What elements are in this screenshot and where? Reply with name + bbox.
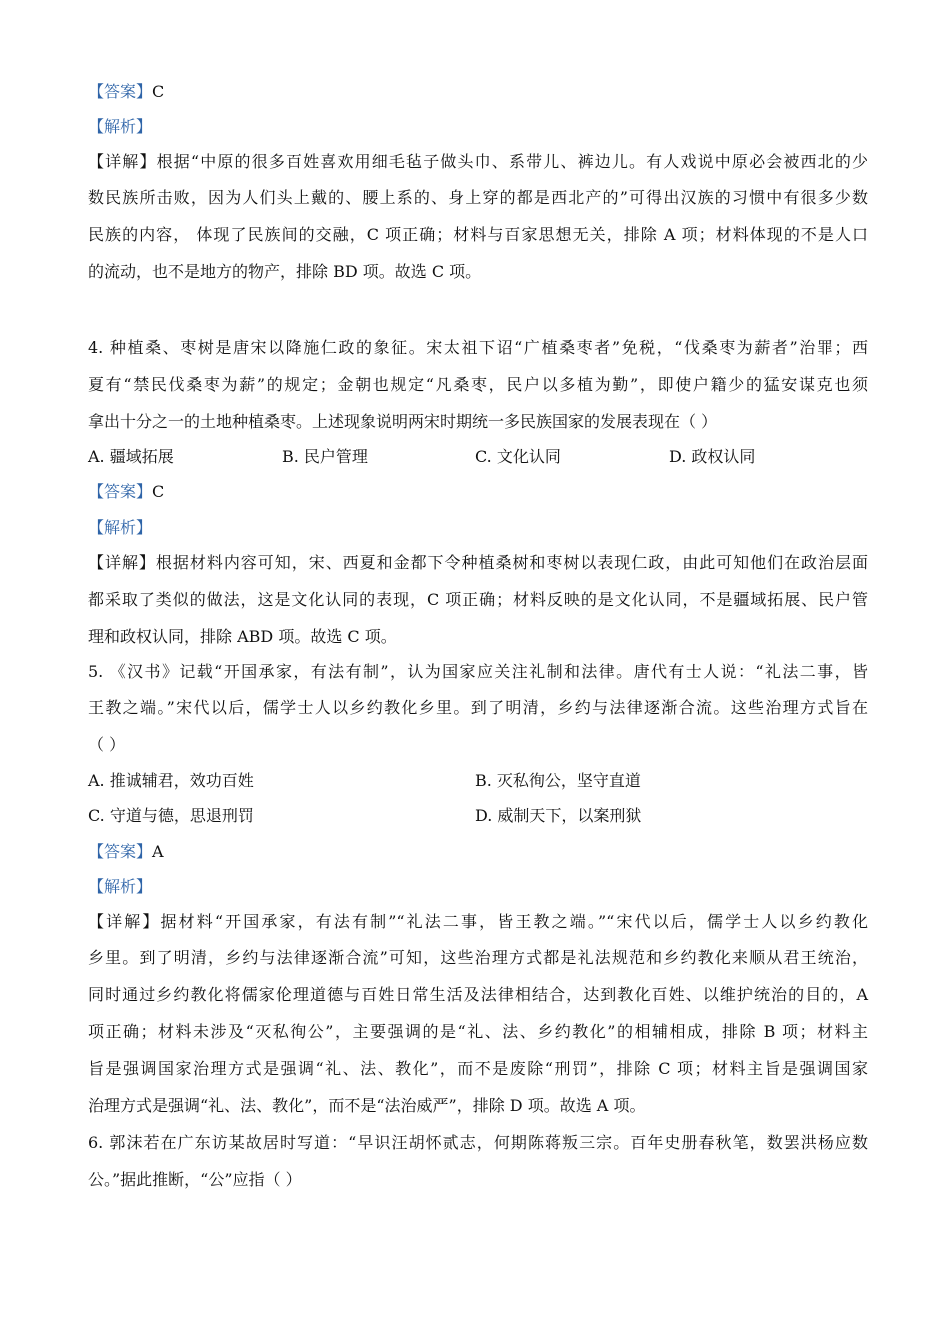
detail-label: 【详解】 — [88, 553, 156, 572]
detail-line: 乡里。到了明清，乡约与法律逐渐合流”可知，这些治理方式都是礼法规范和乡约教化来顺从君王统治， — [88, 948, 868, 967]
detail-line: 理和政权认同，排除 ABD 项。故选 C 项。 — [88, 627, 397, 646]
option-c: C. 文化认同 — [475, 447, 561, 466]
detail-line: 治理方式是强调“礼、法、教化”，而不是“法治威严”，排除 D 项。故选 A 项。 — [88, 1096, 646, 1115]
answer-line — [88, 82, 868, 102]
option-d: D. 政权认同 — [669, 447, 756, 466]
option-d: D. 威制天下，以案刑狱 — [475, 806, 642, 825]
analysis-label: 【解析】 — [88, 877, 153, 896]
answer-label: 【答案】 — [88, 82, 153, 101]
detail-line: 【详解】根据“中原的很多百姓喜欢用细毛毡子做头巾、系带儿、裤边儿。有人戏说中原必会被西北的少 — [88, 152, 868, 171]
option-a: A. 推诚辅君，效功百姓 — [88, 771, 254, 790]
detail-line: 【详解】根据材料内容可知，宋、西夏和金都下令种植桑树和枣树以表现仁政，由此可知他们在政治层面 — [88, 553, 868, 572]
detail-label: 【详解】 — [88, 152, 157, 171]
question-stem: 4. 种植桑、枣树是唐宋以降施仁政的象征。宋太祖下诏“广植桑枣者”免税，“伐桑枣为薪者”治罪；西 — [88, 338, 868, 357]
option-b: B. 民户管理 — [282, 447, 368, 466]
analysis-label: 【解析】 — [88, 518, 153, 537]
answer-label: 【答案】 — [88, 482, 153, 501]
detail-line: 旨是强调国家治理方式是强调“礼、法、教化”，而不是废除“刑罚”，排除 C 项；材料主旨是强调国家 — [88, 1059, 868, 1078]
question-stem: 6. 郭沫若在广东访某故居时写道：“早识汪胡怀贰志，何期陈蒋叛三宗。百年史册春秋笔，数罢洪杨应数 — [88, 1133, 868, 1152]
detail-line: 同时通过乡约教化将儒家伦理道德与百姓日常生活及法律相结合，达到教化百姓、以维护统治的目的，A — [88, 985, 868, 1004]
detail-line: 数民族所击败，因为人们头上戴的、腰上系的、身上穿的都是西北产的”可得出汉族的习惯中有很多少数 — [88, 188, 868, 207]
detail-line: 的流动，也不是地方的物产，排除 BD 项。故选 C 项。 — [88, 262, 482, 281]
answer-line — [88, 842, 868, 862]
answer-line — [88, 482, 868, 502]
question-stem: （ ） — [88, 735, 126, 754]
answer-value: C — [152, 82, 165, 101]
detail-line: 民族的内容， 体现了民族间的交融，C 项正确；材料与百家思想无关，排除 A 项；材料体现的不是人口 — [88, 225, 868, 244]
option-b: B. 灭私徇公，坚守直道 — [475, 771, 641, 790]
answer-label: 【答案】 — [88, 842, 153, 861]
answer-value: A — [152, 842, 164, 861]
analysis-label: 【解析】 — [88, 117, 153, 136]
option-a: A. 疆域拓展 — [88, 447, 174, 466]
detail-line: 项正确；材料未涉及“灭私徇公”，主要强调的是“礼、法、乡约教化”的相辅相成，排除 B 项；材料主 — [88, 1022, 868, 1041]
question-stem: 王教之端。”宋代以后，儒学士人以乡约教化乡里。到了明清，乡约与法律逐渐合流。这些治理方式旨在 — [88, 698, 868, 717]
answer-value: C — [152, 482, 165, 501]
option-c: C. 守道与德，思退刑罚 — [88, 806, 254, 825]
question-stem: 5. 《汉书》记载“开国承家，有法有制”，认为国家应关注礼制和法律。唐代有士人说：“礼法二事，皆 — [88, 662, 868, 681]
detail-line: 都采取了类似的做法，这是文化认同的表现，C 项正确；材料反映的是文化认同，不是疆域拓展、民户管 — [88, 590, 868, 609]
question-stem: 公。”据此推断，“公”应指（ ） — [88, 1170, 302, 1189]
detail-line: 【详解】据材料“开国承家，有法有制”“礼法二事，皆王教之端。”“宋代以后，儒学士人以乡约教化 — [88, 912, 868, 931]
question-stem: 夏有“禁民伐桑枣为薪”的规定；金朝也规定“凡桑枣，民户以多植为勤”，即使户籍少的猛安谋克也须 — [88, 375, 868, 394]
question-stem: 拿出十分之一的土地种植桑枣。上述现象说明两宋时期统一多民族国家的发展表现在（ ） — [88, 412, 718, 431]
detail-label: 【详解】 — [88, 912, 161, 931]
